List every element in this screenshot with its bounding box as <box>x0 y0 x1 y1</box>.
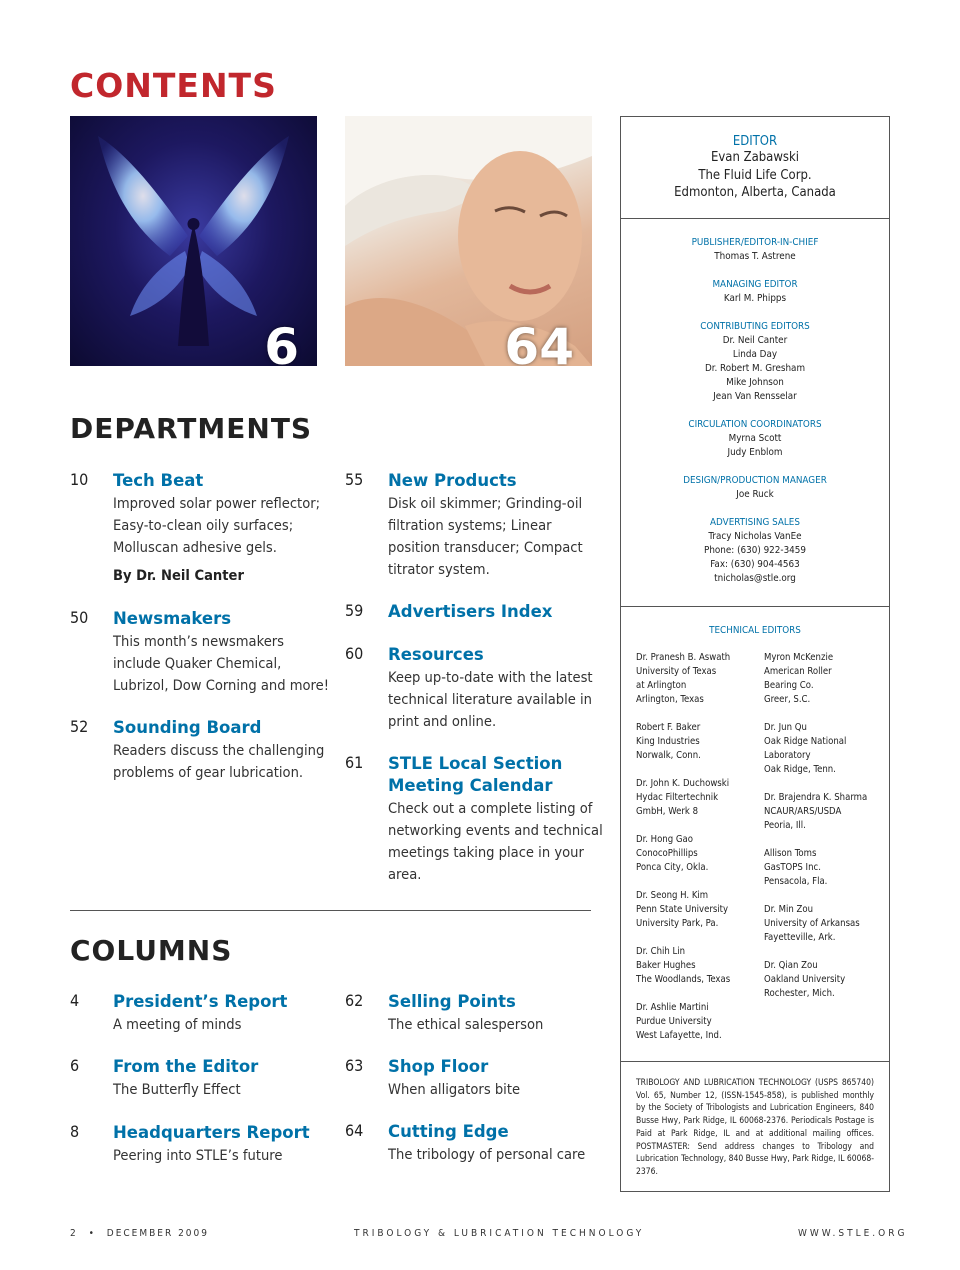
editor-affiliation: Oak Ridge National <box>764 736 847 747</box>
entry-title-line2[interactable]: Meeting Calendar <box>388 776 553 795</box>
technical-editor <box>764 721 889 777</box>
staff-name: Judy Enblom <box>727 447 783 458</box>
editor-affiliation: Penn State University <box>636 904 729 915</box>
role-label: DESIGN/PRODUCTION MANAGER <box>683 475 827 486</box>
editor-affiliation: GasTOPS Inc. <box>764 862 821 873</box>
toc-entry-resources[interactable] <box>345 644 605 734</box>
role-label: PUBLISHER/EDITOR-IN-CHIEF <box>691 237 819 248</box>
page-title: CONTENTS <box>70 66 277 105</box>
editor-location: Fayetteville, Ark. <box>764 932 836 943</box>
technical-editor <box>636 889 761 931</box>
technical-editors-right <box>764 651 889 1015</box>
staff-name: Linda Day <box>732 349 778 360</box>
editor-affiliation: University of Texas <box>636 666 717 677</box>
editor-location: Edmonton, Alberta, Canada <box>674 185 836 200</box>
editor-name: Dr. Seong H. Kim <box>636 890 709 901</box>
staff-name: Jean Van Rensselar <box>713 391 797 402</box>
footer-left <box>70 1228 209 1239</box>
technical-editor <box>636 1001 761 1043</box>
editor-affiliation: ConocoPhillips <box>636 848 698 859</box>
page-number: 59 <box>345 601 364 620</box>
editor-name: Dr. Chih Lin <box>636 946 686 957</box>
masthead-role <box>621 236 889 264</box>
editor-location: Rochester, Mich. <box>764 988 835 999</box>
editor-name: Evan Zabawski <box>710 150 800 165</box>
technical-editor <box>764 847 889 889</box>
toc-entry-new-products[interactable] <box>345 470 605 580</box>
technical-editor <box>764 903 889 945</box>
entry-desc-line: A meeting of minds <box>113 1016 242 1033</box>
editor-affiliation: at Arlington <box>636 680 687 691</box>
editor-location: Norwalk, Conn. <box>636 750 701 761</box>
editor-name: Dr. Min Zou <box>764 904 814 915</box>
toc-entry-tech-beat[interactable] <box>70 470 330 590</box>
entry-title[interactable]: President’s Report <box>113 992 288 1011</box>
editor-name: Dr. Brajendra K. Sharma <box>764 792 868 803</box>
toc-entry-headquarters-report[interactable] <box>70 1122 330 1168</box>
staff-name: Karl M. Phipps <box>723 293 787 304</box>
toc-entry-newsmakers[interactable] <box>70 608 330 698</box>
page-number-badge: 6 <box>264 318 299 366</box>
staff-name: Mike Johnson <box>726 377 784 388</box>
entry-desc-line: include Quaker Chemical, <box>113 655 282 672</box>
staff-name: Joe Ruck <box>736 489 774 500</box>
entry-desc-line: print and online. <box>388 713 497 730</box>
staff-name: Thomas T. Astrene <box>714 251 796 262</box>
staff-name: Myrna Scott <box>728 433 782 444</box>
editor-location: GmbH, Werk 8 <box>636 806 699 817</box>
editor-name: Myron McKenzie <box>764 652 834 663</box>
entry-desc-line: Easy-to-clean oily surfaces; <box>113 517 294 534</box>
editor-name: Dr. Hong Gao <box>636 834 693 845</box>
technical-editor <box>764 959 889 1001</box>
editor-location: Greer, S.C. <box>764 694 811 705</box>
page-number: 50 <box>70 608 89 627</box>
staff-name: Dr. Neil Canter <box>722 335 788 346</box>
entry-title[interactable]: Newsmakers <box>113 609 232 628</box>
toc-entry-sounding-board[interactable] <box>70 717 330 787</box>
entry-desc-line: Improved solar power reflector; <box>113 495 321 512</box>
entry-desc-line: Check out a complete listing of <box>388 800 593 817</box>
editor-location: Ponca City, Okla. <box>636 862 709 873</box>
technical-editor <box>764 651 889 707</box>
editor-affiliation: University of Arkansas <box>764 918 860 929</box>
editor-name: Dr. Pranesh B. Aswath <box>636 652 731 663</box>
page-number: 60 <box>345 644 364 663</box>
entry-title[interactable]: Resources <box>388 645 484 664</box>
email-link[interactable]: tnicholas@stle.org <box>714 573 796 584</box>
page-number: 63 <box>345 1056 364 1075</box>
page-number: 64 <box>345 1121 364 1140</box>
entry-desc-line: The ethical salesperson <box>388 1016 544 1033</box>
toc-entry-from-the-editor[interactable] <box>70 1056 330 1102</box>
entry-desc-line: titrator system. <box>388 561 490 578</box>
technical-editor <box>636 777 761 819</box>
phone-number: Phone: (630) 922-3459 <box>704 545 806 556</box>
editor-location: Oak Ridge, Tenn. <box>764 764 836 775</box>
toc-entry-shop-floor[interactable] <box>345 1056 605 1102</box>
editor-name: Dr. Qian Zou <box>764 960 818 971</box>
editor-location: The Woodlands, Texas <box>636 974 731 985</box>
editor-affiliation: Oakland University <box>764 974 846 985</box>
entry-desc-line: Readers discuss the challenging <box>113 742 325 759</box>
columns-heading: COLUMNS <box>70 934 233 967</box>
entry-desc-line: technical literature available in <box>388 691 592 708</box>
masthead-divider <box>621 606 889 607</box>
entry-title[interactable]: Sounding Board <box>113 718 262 737</box>
page-number: 55 <box>345 470 364 489</box>
page-number: 52 <box>70 717 89 736</box>
entry-desc-line: This month’s newsmakers <box>113 633 285 650</box>
toc-entry-meeting-calendar[interactable] <box>345 753 605 888</box>
skincare-photo <box>345 116 592 366</box>
editor-location: Arlington, Texas <box>636 694 704 705</box>
role-label: CONTRIBUTING EDITORS <box>700 321 810 332</box>
masthead-role <box>621 418 889 460</box>
masthead-divider <box>621 218 889 219</box>
editor-name: Robert F. Baker <box>636 722 701 733</box>
toc-entry-cutting-edge[interactable] <box>345 1121 605 1167</box>
page-number: 4 <box>70 991 80 1010</box>
entry-desc-line: Lubrizol, Dow Corning and more! <box>113 677 329 694</box>
editor-affiliation: NCAUR/ARS/USDA <box>764 806 842 817</box>
page-number: 62 <box>345 991 364 1010</box>
publication-legal-notice: TRIBOLOGY AND LUBRICATION TECHNOLOGY (USPS 865740) Vol. 65, Number 12, (ISSN-1545-858), is published monthly by the Society of Tribologists and Lubrication Engineers, 840 Busse Hwy, Park Ridge, IL 60068-2376. Periodicals Postage is Paid at Park Ridge, IL and at additional mailing offices. POSTMASTER: Send address changes to Tribology and Lubrication Technology, 840 Busse Hwy, Park Ridge, IL 60068-2376. <box>636 1078 874 1177</box>
entry-desc-line: When alligators bite <box>388 1081 521 1098</box>
entry-title[interactable]: Selling Points <box>388 992 516 1011</box>
entry-desc-line: The Butterfly Effect <box>113 1081 241 1098</box>
editor-affiliation: King Industries <box>636 736 700 747</box>
toc-entry-selling-points[interactable] <box>345 991 605 1037</box>
editor-location: Peoria, Ill. <box>764 820 806 831</box>
footer-page-number: 2 <box>70 1228 78 1239</box>
masthead-panel <box>620 116 890 1192</box>
editor-affiliation: Laboratory <box>764 750 811 761</box>
masthead-role <box>621 320 889 404</box>
page-number: 8 <box>70 1122 80 1141</box>
editor-name: Dr. John K. Duchowski <box>636 778 730 789</box>
entry-title[interactable]: Advertisers Index <box>388 602 553 621</box>
entry-desc-line: networking events and technical <box>388 822 603 839</box>
staff-name: Dr. Robert M. Gresham <box>704 363 806 374</box>
editor-company: The Fluid Life Corp. <box>698 167 812 183</box>
technical-editor <box>636 721 761 763</box>
role-label: CIRCULATION COORDINATORS <box>688 419 822 430</box>
entry-title[interactable]: Shop Floor <box>388 1057 489 1076</box>
page-number: 6 <box>70 1056 80 1075</box>
section-divider <box>70 910 591 911</box>
technical-editor <box>636 833 761 875</box>
departments-heading: DEPARTMENTS <box>70 412 313 445</box>
editor-affiliation: Hydac Filtertechnik <box>636 792 719 803</box>
entry-desc-line: position transducer; Compact <box>388 539 583 556</box>
footer-date: DECEMBER 2009 <box>106 1228 209 1239</box>
technical-editor <box>636 651 761 707</box>
editor-location: West Lafayette, Ind. <box>636 1030 722 1041</box>
entry-title[interactable]: Cutting Edge <box>388 1122 509 1141</box>
entry-desc-line: problems of gear lubrication. <box>113 764 304 781</box>
masthead-divider <box>621 1061 889 1062</box>
editor-block <box>621 134 889 202</box>
masthead-role <box>621 278 889 306</box>
editor-affiliation: Bearing Co. <box>764 680 814 691</box>
footer-url[interactable]: WWW.STLE.ORG <box>798 1228 908 1239</box>
editor-affiliation: Purdue University <box>636 1016 712 1027</box>
toc-entry-presidents-report[interactable] <box>70 991 330 1037</box>
entry-desc-line: Keep up-to-date with the latest <box>388 669 593 686</box>
page-number: 61 <box>345 753 364 772</box>
butterfly-photo <box>70 116 317 366</box>
entry-desc-line: Molluscan adhesive gels. <box>113 539 277 556</box>
fax-number: Fax: (630) 904-4563 <box>710 559 800 570</box>
role-label: ADVERTISING SALES <box>710 517 800 528</box>
masthead-role <box>621 474 889 502</box>
editor-location: University Park, Pa. <box>636 918 719 929</box>
footer-magazine: TRIBOLOGY & LUBRICATION TECHNOLOGY <box>354 1228 645 1239</box>
editor-name: Allison Toms <box>764 848 817 859</box>
toc-entry-advertisers-index[interactable] <box>345 601 605 625</box>
editor-affiliation: Baker Hughes <box>636 960 696 971</box>
entry-desc-line: filtration systems; Linear <box>388 517 552 534</box>
entry-desc-line: The tribology of personal care <box>388 1146 586 1163</box>
technical-editor <box>636 945 761 987</box>
entry-title[interactable]: Headquarters Report <box>113 1123 310 1142</box>
role-label: MANAGING EDITOR <box>712 279 798 290</box>
technical-editor <box>764 791 889 833</box>
masthead-staff <box>621 236 889 586</box>
technical-editors-label: TECHNICAL EDITORS <box>709 625 801 636</box>
entry-title[interactable]: STLE Local Section <box>388 754 563 773</box>
entry-byline: By Dr. Neil Canter <box>113 567 244 584</box>
editor-name: Dr. Ashlie Martini <box>636 1002 709 1013</box>
entry-desc-line: Disk oil skimmer; Grinding-oil <box>388 495 583 512</box>
technical-editors-label-wrap <box>621 624 889 638</box>
entry-desc-line: meetings taking place in your <box>388 844 584 861</box>
page-number-badge: 64 <box>504 318 574 366</box>
editor-location: Pensacola, Fla. <box>764 876 828 887</box>
editor-label: EDITOR <box>732 134 778 149</box>
page-number: 10 <box>70 470 89 489</box>
editor-affiliation: American Roller <box>764 666 832 677</box>
entry-title[interactable]: New Products <box>388 471 517 490</box>
staff-name: Tracy Nicholas VanEe <box>708 531 802 542</box>
masthead-role <box>621 516 889 586</box>
entry-title[interactable]: From the Editor <box>113 1057 259 1076</box>
entry-title[interactable]: Tech Beat <box>113 471 204 490</box>
editor-name: Dr. Jun Qu <box>764 722 807 733</box>
entry-desc-line: Peering into STLE’s future <box>113 1147 283 1164</box>
footer-bullet: • <box>88 1228 96 1239</box>
technical-editors-left <box>636 651 761 1057</box>
entry-desc-line: area. <box>388 866 422 883</box>
